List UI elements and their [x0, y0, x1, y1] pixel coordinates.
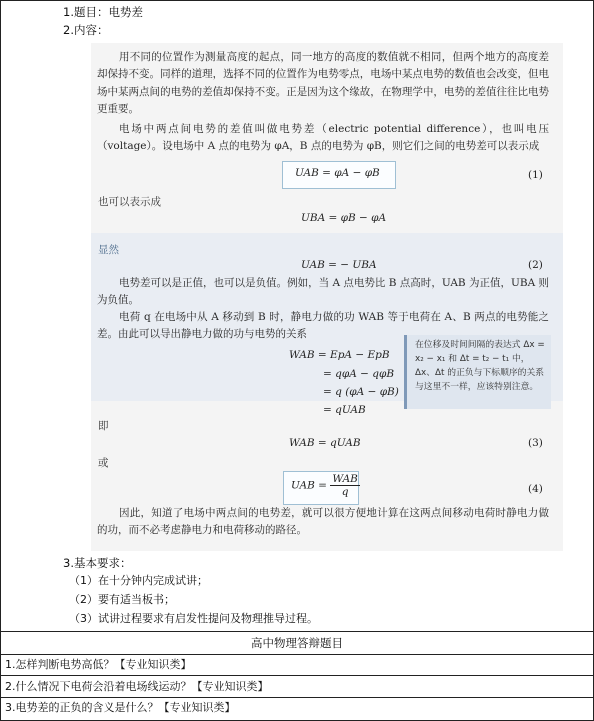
- equation-4-numerator: WAB: [332, 473, 358, 485]
- equation-4: [291, 473, 360, 498]
- paragraph-4: 电荷 q 在电场中从 A 移动到 B 时，静电力做的功 WAB 等于电荷在 A、B 两点的电势能之差。由此可以导出静电力做的功与电势的关系: [97, 311, 549, 341]
- work-step-3: = q (φA − φB): [323, 386, 399, 398]
- paragraph-5: 因此，知道了电场中两点间的电势差，就可以很方便地计算在这两点间移动电荷时静电力做的功，而不必考虑静电力和电荷移动的路径。: [97, 507, 549, 537]
- obviously-text: 显然: [98, 244, 119, 256]
- equation-ba: UBA = φB − φA: [301, 212, 387, 224]
- equation-4-denominator: q: [341, 486, 349, 498]
- paragraph-1: 用不同的位置作为测量高度的起点，同一地方的高度的数值就不相同，但两个地方的高度差却保持不变。同样的道理，选择不同的位置作为电势零点，电场中某点电势的数值也会改变，但电场中某两点间的电势的差值却保持不变。正是因为这个缘故，在物理学中，电势的差值往往比电势更重要。: [97, 51, 549, 115]
- paragraph-2: 电场中两点间电势的差值叫做电势差（electric potential difference），也叫电压（voltage）。设电场中 A 点的电势为 φA，B 点的电势为 φB，则它们之间的电势差可以表示成: [97, 123, 549, 153]
- work-step-1: WAB = EpA − EpB: [289, 349, 390, 361]
- equation-3-number: (3): [528, 437, 543, 449]
- equation-4-left: UAB =: [291, 479, 327, 492]
- requirement-item: （3）试讲过程要求有启发性提问及物理推导过程。: [69, 612, 318, 625]
- equation-4-fraction: [330, 473, 360, 498]
- also-text: 也可以表示成: [98, 196, 161, 208]
- side-note: 在位移及时间间隔的表达式 Δx = x₂ − x₁ 和 Δt = t₂ − t₁ 中，Δx、Δt 的正负与下标顺序的关系与这里不一样，应该特别注意。: [404, 335, 551, 409]
- equation-2: UAB = − UBA: [301, 259, 377, 271]
- equation-2-number: (2): [528, 259, 543, 271]
- requirements-title: 3.基本要求：: [63, 556, 132, 570]
- equation-3: WAB = qUAB: [289, 437, 361, 449]
- requirement-item: （1）在十分钟内完成试讲；: [69, 574, 208, 587]
- equation-1: UAB = φA − φB: [295, 167, 380, 179]
- content-label: 2.内容：: [63, 23, 109, 37]
- topic-line: 1.题目：电势差: [63, 5, 143, 19]
- question-item: 3.电势差的正负的含义是什么？【专业知识类】: [5, 701, 236, 714]
- work-step-4: = qUAB: [323, 404, 366, 416]
- content-cell: [1, 1, 593, 632]
- ji-text: 即: [98, 420, 109, 432]
- requirement-item: （2）要有适当板书；: [69, 593, 175, 606]
- question-item: 1.怎样判断电势高低？【专业知识类】: [5, 658, 192, 671]
- equation-1-number: (1): [528, 169, 543, 181]
- huo-text: 或: [98, 457, 109, 469]
- equation-4-number: (4): [528, 483, 543, 495]
- row-divider: [1, 675, 593, 676]
- work-step-2: = qφA − qφB: [323, 368, 395, 380]
- row-divider: [1, 697, 593, 698]
- question-item: 2.什么情况下电荷会沿着电场线运动？【专业知识类】: [5, 680, 269, 693]
- paragraph-3: 电势差可以是正值，也可以是负值。例如，当 A 点电势比 B 点高时，UAB 为正值，UBA 则为负值。: [97, 277, 549, 307]
- questions-header: 高中物理答辩题目: [1, 632, 593, 655]
